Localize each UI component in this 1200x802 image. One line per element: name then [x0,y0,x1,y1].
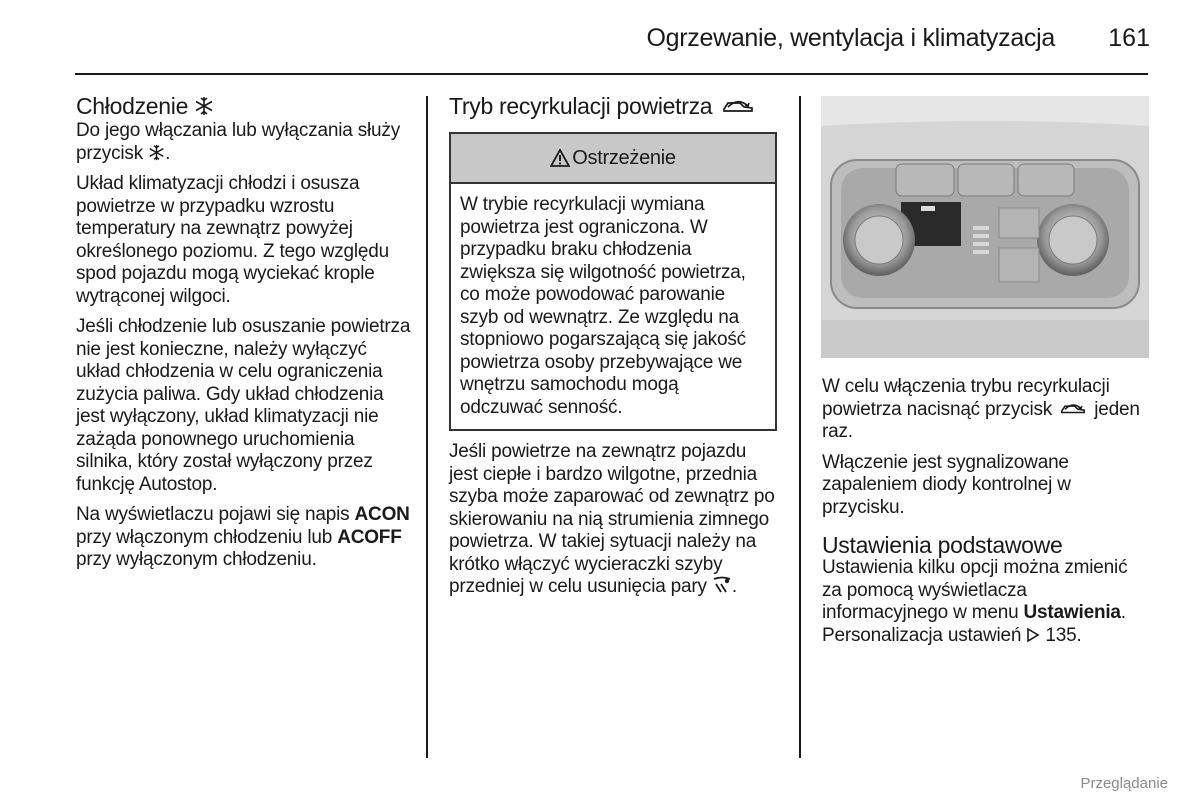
section-heading-recirculation [449,92,777,120]
section-heading-text: Tryb recyrkulacji powietrza [449,93,713,119]
page-reference-arrow-icon [1026,627,1040,643]
column-cooling [76,92,411,580]
snowflake-icon [148,144,165,161]
warning-text: W trybie recyrkulacji wymiana powietrza jest ograniczona. W przypadku braku chłodzenia zwiększa się wilgotność powietrza, co może powodować parowanie szyb od wewnątrz. Ze względu na stopniowo pogarszającą się jakość powietrza osoby przebywające we wnętrzu samochodu mogą odczuwać senność. [460,194,746,418]
menu-name-ustawienia: Ustawienia [1023,602,1121,623]
recirculation-icon [1057,400,1089,417]
text-span: . [165,142,171,164]
paragraph: Jeśli chłodzenie lub osuszanie powietrza nie jest konieczne, należy wyłączyć układ chłodzenia w celu ograniczenia zużycia paliwa. Gdy układ chłodzenia jest wyłączony, układ klimatyzacji nie zażąda ponownego uruchomienia silnika, który został wyłączony przez funkcję Autostop. [76,316,411,495]
text-span: Na wyświetlaczu pojawi się napis [76,504,355,525]
text-span: Personalizacja ustawień [822,624,1027,646]
text-span: jeden raz. [822,398,1140,442]
column-recirculation [449,92,777,607]
paragraph [76,120,411,165]
snowflake-icon [194,96,214,116]
text-span: Ustawienia kilku opcji można zmienić za pomocą wyświetlacza informacyjnego w menu [822,557,1128,623]
section-heading-text: Chłodzenie [76,93,189,119]
paragraph [76,504,411,572]
column-recirculation-continued [822,376,1152,655]
text-span: przy włączonym chłodzeniu lub [76,526,338,548]
text-span: przy wyłączonym chłodzeniu. [76,549,317,570]
text-span: . [1120,602,1126,623]
section-heading-basic-settings: Ustawienia podstawowe [822,532,1063,558]
column-divider [799,96,801,758]
display-code-acon: ACON [354,504,410,525]
paragraph: Układ klimatyzacji chłodzi i osusza powietrze w przypadku wzrostu temperatury na zewnątrz powyżej określonego poziomu. Z tego względu spod pojazdu mogą wyciekać krople wytrąconej wilgoci. [76,173,390,307]
header-divider [75,73,1148,75]
browse-link[interactable]: Przeglądanie [1080,775,1168,792]
climate-control-panel-photo [821,96,1149,358]
warning-title: Ostrzeżenie [572,146,676,169]
warning-header [451,134,775,184]
display-code-acoff: ACOFF [337,526,402,548]
text-span: Jeśli powietrze na zewnątrz pojazdu jest ciepłe i bardzo wilgotne, przednia szyba może zaparować od zewnątrz po skierowaniu na nią strumienia zimnego powietrza. W takiej sytuacji należy na krótko włączyć wycieraczki szyby przedniej w celu usunięcia pary [449,441,775,597]
text-span: . [731,576,738,597]
page-reference-number: 135. [1040,624,1082,646]
paragraph [822,376,1152,444]
column-divider [426,96,428,758]
text-span: Do jego włączania lub wyłączania służy przycisk [76,120,401,164]
warning-box [449,132,777,431]
running-header-title: Ogrzewanie, wentylacja i klimatyzacja [646,24,1055,52]
paragraph [822,557,1152,647]
wiper-icon [712,576,732,594]
warning-triangle-icon [550,149,570,167]
text-span: W celu włączenia trybu recyrkulacji powietrza nacisnąć przycisk [822,376,1110,420]
recirculation-icon [718,96,758,116]
section-heading-cooling [76,92,411,120]
paragraph: Włączenie jest sygnalizowane zapaleniem diody kontrolnej w przycisku. [822,451,1071,518]
paragraph [449,441,777,599]
page-number: 161 [1108,24,1150,52]
